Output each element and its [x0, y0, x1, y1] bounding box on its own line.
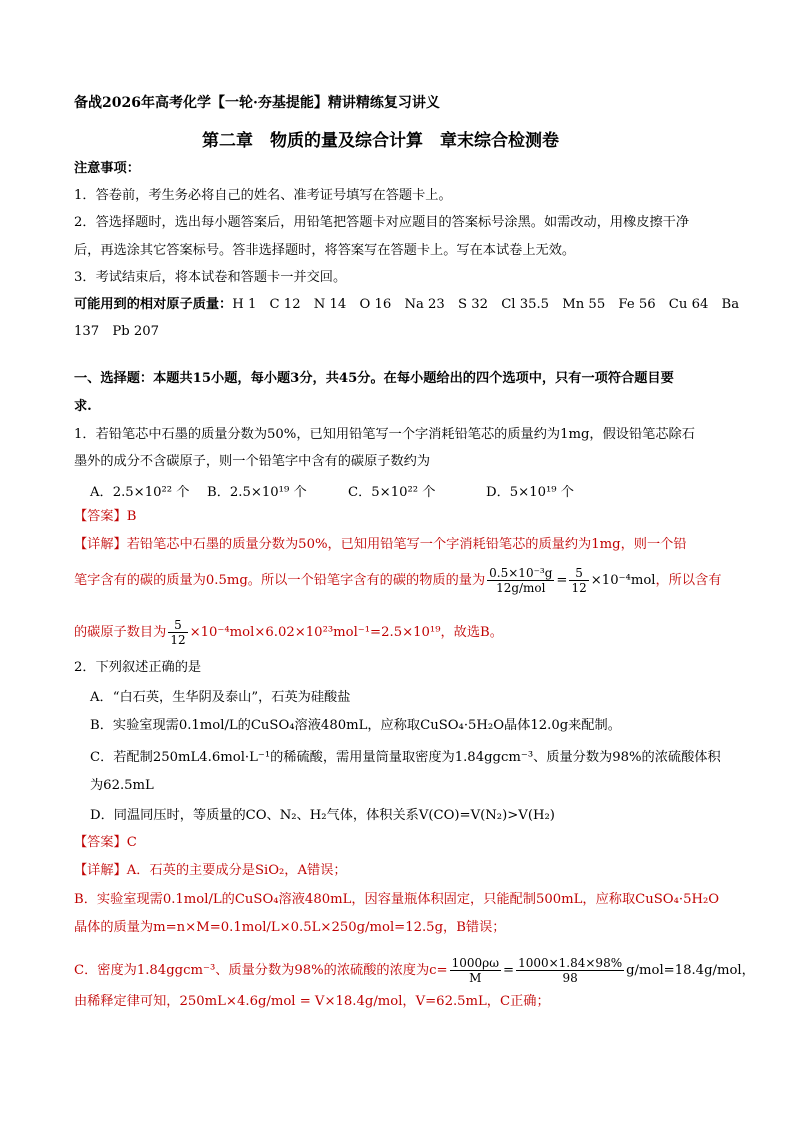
- q1-detail-line-2: [74, 566, 721, 595]
- note-item-2-line-2: 后，再选涂其它答案标号。答非选择题时，将答案写在答题卡上。写在本试卷上无效。: [74, 243, 576, 258]
- q1-mol-value: ×10⁻⁴mol: [590, 573, 656, 588]
- q1-fraction-five-twelfths: [569, 566, 588, 595]
- q1-fraction-3-numerator: 5: [168, 618, 187, 633]
- q1-fraction-1-denominator: 12g/mol: [496, 581, 546, 595]
- q2-detail-c-line-1: [74, 956, 755, 985]
- q2-equals-sign: =: [503, 963, 515, 978]
- q2-fraction-a-denominator: M: [469, 971, 482, 985]
- q1-detail-label: 【详解】: [74, 537, 127, 552]
- section-heading-line-2: 求.: [74, 399, 92, 414]
- q2-fraction-b-numerator: 1000×1.84×98%: [518, 956, 623, 970]
- q1-detail-text-2a: 笔字含有的碳的质量为0.5mg。所以一个铅笔字含有的碳的物质的量为: [74, 573, 486, 588]
- q2-option-c-line-2: 为62.5mL: [90, 778, 154, 793]
- q2-detail-c-line-2: 由稀释定律可知，250mL×4.6g/mol = V×18.4g/mol，V=62.5mL，C正确；: [74, 994, 550, 1009]
- q1-detail-text-2b: ，所以含有: [655, 573, 722, 588]
- q1-detail-line-1: [74, 536, 687, 554]
- note-item-1: 1．答卷前，考生务必将自己的姓名、准考证号填写在答题卡上。: [74, 188, 452, 203]
- q1-option-d: D．5×10¹⁹ 个: [486, 485, 574, 500]
- atomic-masses-values: H 1 C 12 N 14 O 16 Na 23 S 32 Cl 35.5 Mn 55 Fe 56 Cu 64 Ba: [232, 297, 740, 312]
- q1-option-a: A．2.5×10²² 个: [90, 485, 190, 500]
- q2-detail-line-a: [74, 862, 347, 880]
- series-header: 备战2026年高考化学【一轮·夯基提能】精讲精练复习讲义: [74, 95, 440, 111]
- q1-stem-line-2: 墨外的成分不含碳原子，则一个铅笔字中含有的碳原子数约为: [74, 454, 431, 469]
- q1-fraction-2-numerator: 5: [569, 566, 588, 581]
- q1-fraction-1-numerator: 0.5×10⁻³g: [489, 566, 553, 580]
- q2-fraction-concentration-formula: [450, 956, 501, 985]
- q1-fraction-3-denominator: 12: [170, 633, 186, 647]
- section-heading-line-1: 一、选择题：本题共15小题，每小题3分，共45分。在每小题给出的四个选项中，只有一项符合题目要: [74, 371, 674, 386]
- notes-heading: 注意事项：: [74, 161, 140, 176]
- atomic-masses-line-2: 137 Pb 207: [74, 324, 160, 339]
- q2-detail-a: A．石英的主要成分是SiO₂，A错误；: [126, 863, 347, 878]
- q1-option-c: C．5×10²² 个: [348, 485, 436, 500]
- note-item-2-line-1: 2．答选择题时，选出每小题答案后，用铅笔把答题卡对应题目的答案标号涂黑。如需改动，用橡皮擦干净: [74, 215, 690, 230]
- q1-detail-text-3b: ×10⁻⁴mol×6.02×10²³mol⁻¹=2.5×10¹⁹，故选B。: [189, 625, 503, 640]
- q2-fraction-concentration-values: [516, 956, 624, 985]
- q1-answer: 【答案】B: [74, 509, 137, 524]
- q2-stem: 2．下列叙述正确的是: [74, 660, 202, 675]
- q2-option-a: A．“白石英，生华阴及泰山”，石英为硅酸盐: [90, 690, 351, 705]
- q2-answer: 【答案】C: [74, 835, 137, 850]
- q1-fraction-mass-over-molar: [487, 566, 554, 595]
- q2-option-c-line-1: C．若配制250mL4.6mol·L⁻¹的稀硫酸，需用量筒量取密度为1.84ggcm⁻³、质量分数为98%的浓硫酸体积: [90, 750, 721, 765]
- q1-detail-text-1: 若铅笔芯中石墨的质量分数为50%，已知用铅笔写一个字消耗铅笔芯的质量约为1mg，则一个铅: [126, 537, 687, 552]
- q1-detail-line-3: [74, 618, 503, 647]
- q2-fraction-a-numerator: 1000ρω: [451, 956, 499, 970]
- q1-stem-line-1: 1．若铅笔芯中石墨的质量分数为50%，已知用铅笔写一个字消耗铅笔芯的质量约为1mg，假设铅笔芯除石: [74, 427, 695, 442]
- q1-equals-sign: =: [556, 573, 568, 588]
- atomic-masses-line-1: [74, 296, 739, 314]
- q2-option-b: B．实验室现需0.1mol/L的CuSO₄溶液480mL，应称取CuSO₄·5H₂O晶体12.0g来配制。: [90, 718, 621, 733]
- q2-fraction-b-denominator: 98: [562, 971, 578, 985]
- q1-fraction-five-twelfths-2: [168, 618, 187, 647]
- q2-detail-label: 【详解】: [74, 863, 127, 878]
- q2-detail-c-result: g/mol=18.4g/mol，: [626, 963, 755, 978]
- q2-detail-b-line-1: B．实验室现需0.1mol/L的CuSO₄溶液480mL，因容量瓶体积固定，只能配制500mL，应称取CuSO₄·5H₂O: [74, 892, 720, 907]
- q1-detail-text-3a: 的碳原子数目为: [74, 625, 167, 640]
- q1-option-b: B．2.5×10¹⁹ 个: [207, 485, 307, 500]
- q2-detail-c-text: C．密度为1.84ggcm⁻³、质量分数为98%的浓硫酸的浓度为c=: [74, 963, 448, 978]
- q2-detail-b-line-2: 晶体的质量为m=n×M=0.1mol/L×0.5L×250g/mol=12.5g，B错误；: [74, 920, 506, 935]
- note-item-3: 3．考试结束后，将本试卷和答题卡一并交回。: [74, 270, 347, 285]
- q1-fraction-2-denominator: 12: [571, 581, 587, 595]
- q2-option-d: D．同温同压时，等质量的CO、N₂、H₂气体，体积关系V(CO)=V(N₂)>V(H₂): [90, 808, 555, 823]
- atomic-masses-label: 可能用到的相对原子质量：: [74, 297, 233, 312]
- page-title: 第二章 物质的量及综合计算 章末综合检测卷: [202, 131, 559, 151]
